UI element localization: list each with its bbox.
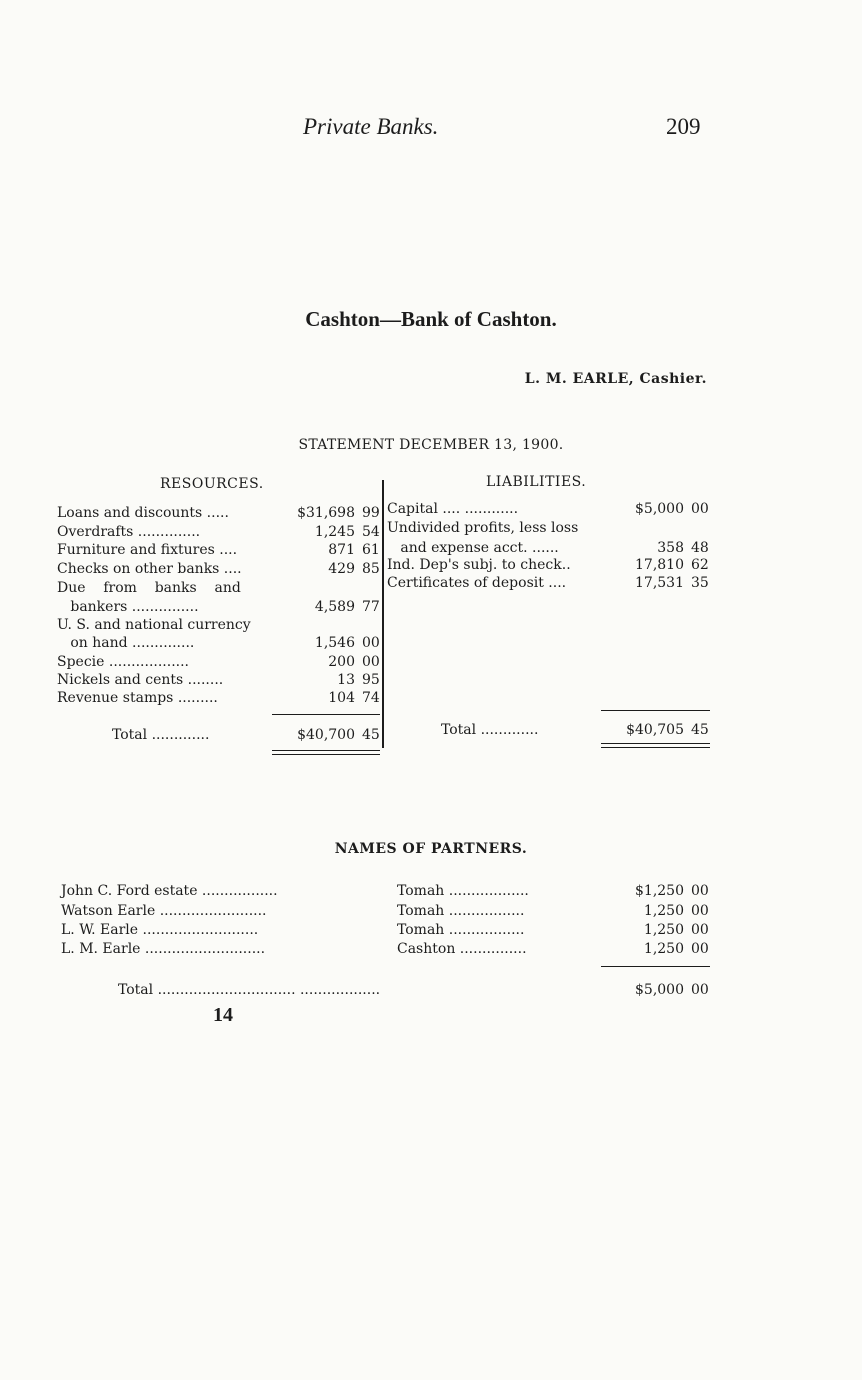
resources-row-label: Specie .................. <box>57 654 189 670</box>
resources-total-rule <box>272 714 380 715</box>
partners-total-dollars: $5,000 <box>635 982 684 998</box>
resources-row-dollars: 1,245 <box>314 524 355 540</box>
resources-row-label: bankers ............... <box>57 599 199 615</box>
resources-total-label: Total ............. <box>112 727 210 743</box>
liabilities-row-label: Ind. Dep's subj. to check.. <box>387 557 571 573</box>
partner-name: L. W. Earle .......................... <box>61 922 259 938</box>
partner-name: L. M. Earle ........................... <box>61 941 266 957</box>
resources-row-dollars: 200 <box>328 654 355 670</box>
resources-row-cents: 74 <box>362 690 380 706</box>
partner-name: John C. Ford estate ................. <box>61 883 278 899</box>
liabilities-row-dollars: 358 <box>657 540 684 556</box>
partner-dollars: 1,250 <box>643 903 684 919</box>
resources-row-cents: 54 <box>362 524 380 540</box>
partner-cents: 00 <box>691 922 709 938</box>
resources-double-rule-a <box>272 750 380 751</box>
resources-total-cents: 45 <box>362 727 380 743</box>
liabilities-double-rule-b <box>601 747 710 748</box>
page-title: Cashton—Bank of Cashton. <box>305 307 557 331</box>
partner-cents: 00 <box>691 883 709 899</box>
statement-date: STATEMENT DECEMBER 13, 1900. <box>298 437 564 453</box>
liabilities-row-dollars: 17,810 <box>635 557 684 573</box>
resources-row-cents: 00 <box>362 635 380 651</box>
liabilities-row-cents: 00 <box>691 501 709 517</box>
resources-row-dollars: 429 <box>328 561 355 577</box>
liabilities-heading: LIABILITIES. <box>486 474 587 490</box>
resources-heading: RESOURCES. <box>160 476 264 492</box>
resources-row-label: U. S. and national currency <box>57 617 251 633</box>
resources-row-cents: 00 <box>362 654 380 670</box>
resources-total-dollars: $40,700 <box>297 727 355 743</box>
partner-dollars: 1,250 <box>643 922 684 938</box>
resources-row-label: Checks on other banks .... <box>57 561 242 577</box>
liabilities-row-dollars: $5,000 <box>635 501 684 517</box>
partner-cents: 00 <box>691 903 709 919</box>
resources-row-label: Due from banks and <box>57 580 241 596</box>
partner-town: Tomah .................. <box>397 883 529 899</box>
partner-dollars: 1,250 <box>643 941 684 957</box>
liabilities-row-cents: 35 <box>691 575 709 591</box>
partners-total-label: Total ............................... .................. <box>118 982 381 998</box>
resources-row-dollars: 104 <box>328 690 355 706</box>
liabilities-row-label: Certificates of deposit .... <box>387 575 567 591</box>
folio-number: 14 <box>213 1004 233 1026</box>
liabilities-total-cents: 45 <box>691 722 709 738</box>
liabilities-total-dollars: $40,705 <box>626 722 684 738</box>
partner-town: Cashton ............... <box>397 941 527 957</box>
resources-row-cents: 77 <box>362 599 380 615</box>
liabilities-row-dollars: 17,531 <box>635 575 684 591</box>
liabilities-row-label: Undivided profits, less loss <box>387 520 579 536</box>
resources-row-label: Loans and discounts ..... <box>57 505 229 521</box>
page-number: 209 <box>666 114 701 139</box>
partner-cents: 00 <box>691 941 709 957</box>
liabilities-total-rule <box>601 710 710 711</box>
resources-row-label: on hand .............. <box>57 635 195 651</box>
liabilities-total-label: Total ............. <box>441 722 539 738</box>
partners-heading: NAMES OF PARTNERS. <box>334 841 528 857</box>
resources-row-label: Nickels and cents ........ <box>57 672 224 688</box>
partner-dollars: $1,250 <box>635 883 684 899</box>
resources-row-label: Furniture and fixtures .... <box>57 542 238 558</box>
liabilities-row-cents: 48 <box>691 540 709 556</box>
resources-row-cents: 99 <box>362 505 380 521</box>
running-title: Private Banks. <box>303 114 439 139</box>
partners-total-cents: 00 <box>691 982 709 998</box>
partners-total-rule <box>601 966 710 967</box>
resources-row-cents: 95 <box>362 672 380 688</box>
partner-town: Tomah ................. <box>397 903 525 919</box>
resources-row-dollars: 871 <box>328 542 355 558</box>
liabilities-row-cents: 62 <box>691 557 709 573</box>
liabilities-row-label: Capital .... ............ <box>387 501 519 517</box>
resources-row-dollars: 13 <box>337 672 355 688</box>
resources-row-cents: 61 <box>362 542 380 558</box>
column-divider <box>382 480 384 748</box>
liabilities-row-label: and expense acct. ...... <box>387 540 559 556</box>
resources-row-dollars: 4,589 <box>314 599 355 615</box>
resources-row-cents: 85 <box>362 561 380 577</box>
resources-row-dollars: 1,546 <box>314 635 355 651</box>
resources-row-dollars: $31,698 <box>297 505 355 521</box>
resources-double-rule-b <box>272 754 380 755</box>
liabilities-double-rule-a <box>601 743 710 744</box>
cashier-line: L. M. EARLE, Cashier. <box>524 371 707 387</box>
partner-town: Tomah ................. <box>397 922 525 938</box>
partner-name: Watson Earle ........................ <box>61 903 267 919</box>
resources-row-label: Overdrafts .............. <box>57 524 201 540</box>
resources-row-label: Revenue stamps ......... <box>57 690 218 706</box>
